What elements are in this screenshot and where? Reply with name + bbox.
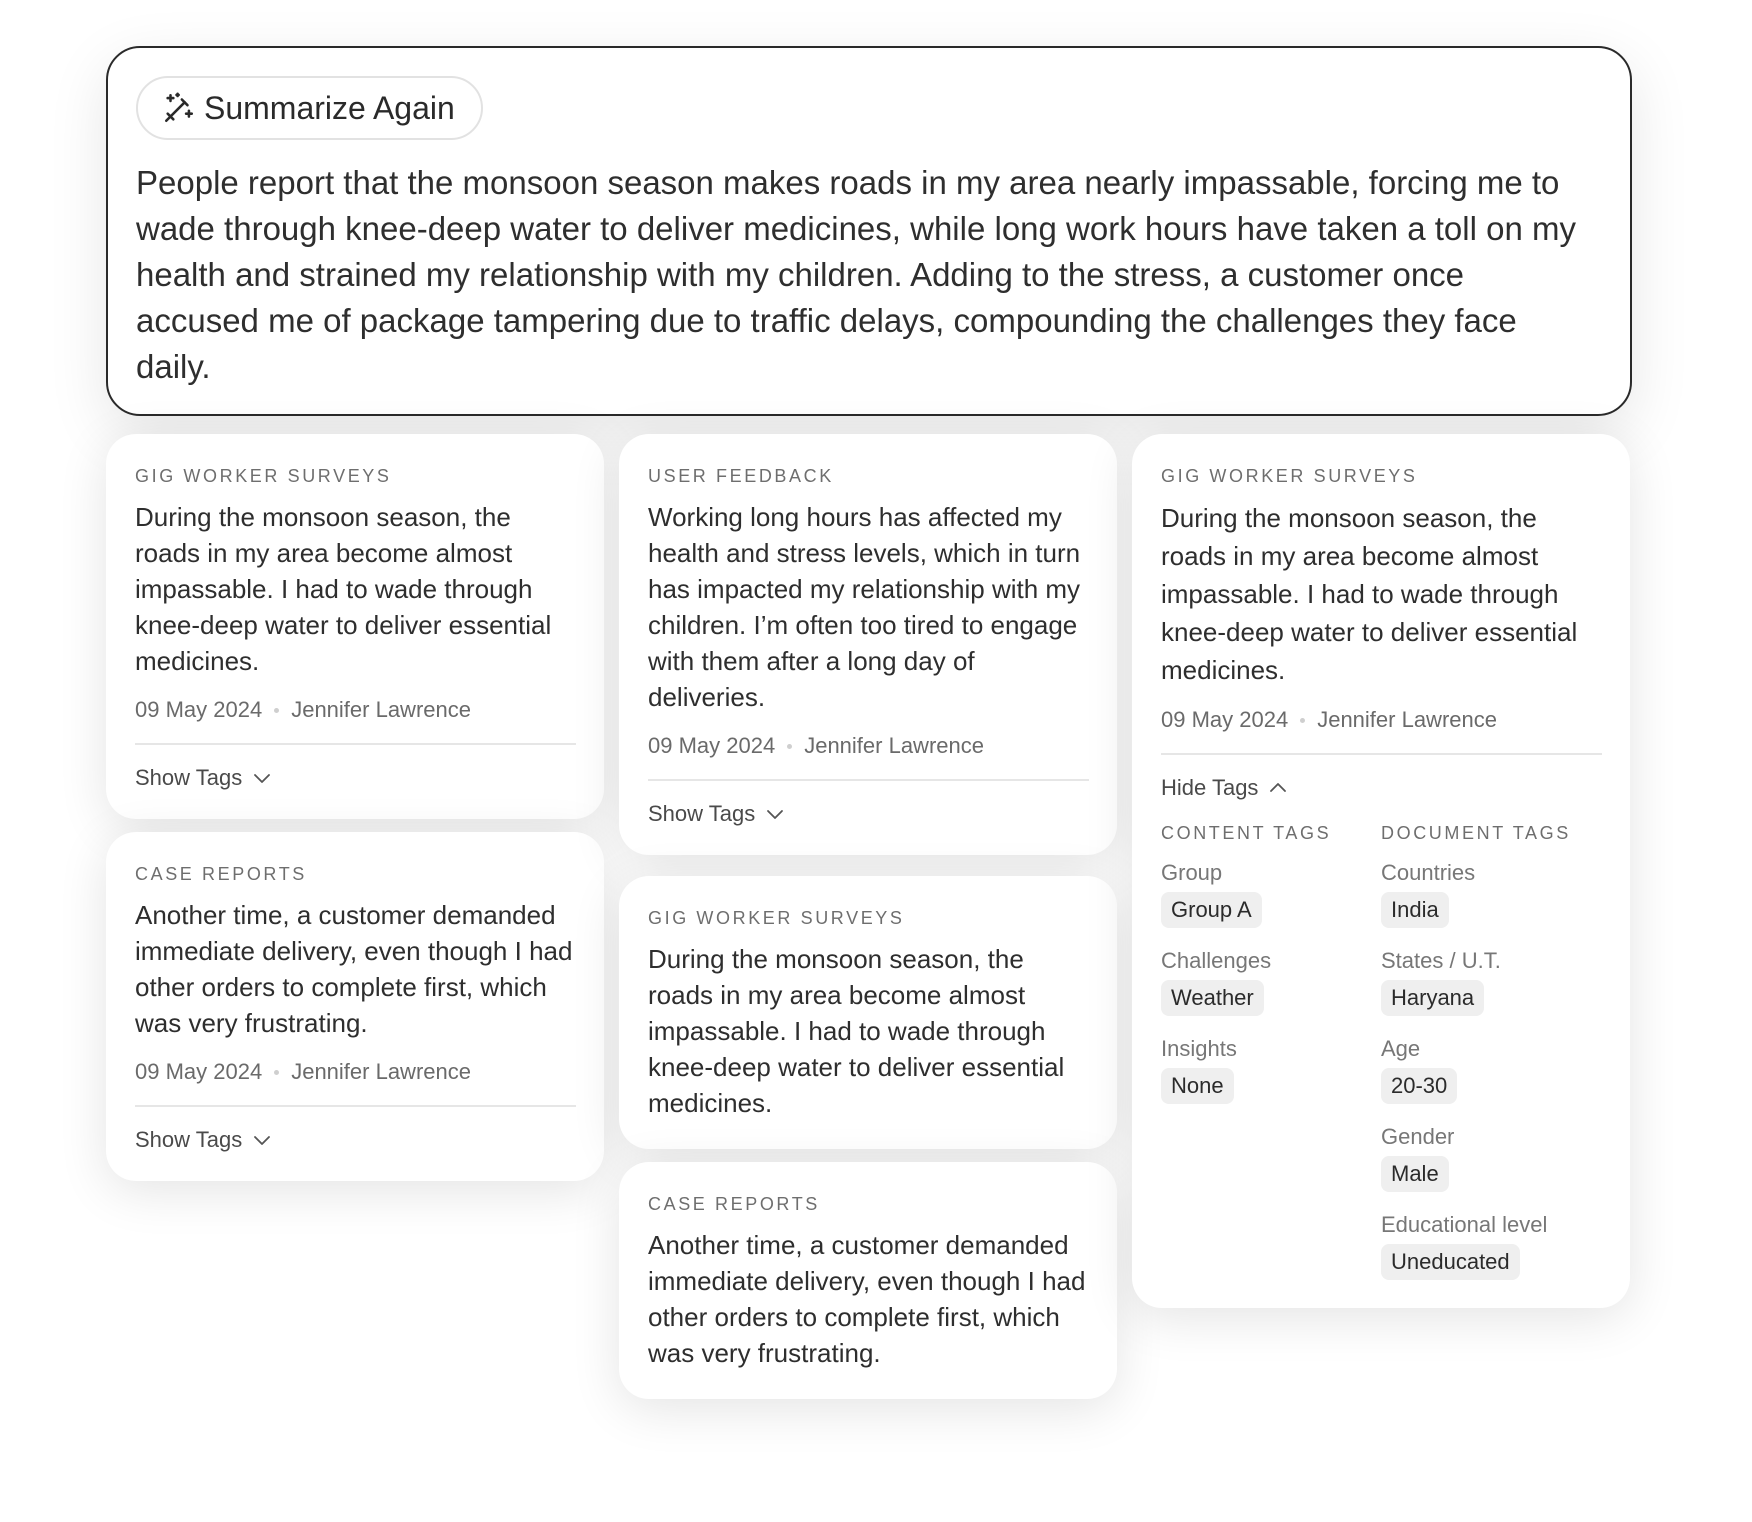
card-category: CASE REPORTS [648, 1194, 820, 1214]
tag-label: Gender [1381, 1124, 1455, 1149]
feedback-card [106, 434, 604, 819]
feedback-card [106, 832, 604, 1181]
card-text: During the monsoon season, the roads in my area become almost impassable. I had to wade through knee-deep water to deliver essential medicines. [135, 502, 552, 676]
tag-group [1161, 948, 1381, 1036]
summary-text: People report that the monsoon season makes roads in my area nearly impassable, forcing me to wade through knee-deep water to deliver medicines, while long work hours have taken a toll on my health and strained my relationship with my children. Adding to the stress, a customer once accused me of package tampering due to traffic delays, compounding the challenges they face daily. [136, 164, 1576, 385]
card-text: During the monsoon season, the roads in my area become almost impassable. I had to wade through knee-deep water to deliver essential medicines. [648, 944, 1065, 1118]
divider [135, 743, 576, 745]
show-tags-toggle[interactable] [135, 1127, 272, 1153]
feedback-card [619, 434, 1117, 855]
toggle-label: Show Tags [135, 765, 243, 790]
tag-group [1381, 860, 1601, 948]
magic-wand-icon [162, 91, 196, 125]
tag-chip[interactable]: Group A [1161, 892, 1262, 928]
feedback-card [619, 876, 1117, 1149]
separator-dot [274, 708, 279, 713]
tag-label: Challenges [1161, 948, 1272, 973]
card-text: During the monsoon season, the roads in my area become almost impassable. I had to wade through knee-deep water to deliver essential medicines. [1161, 503, 1578, 685]
summary-panel [106, 46, 1632, 416]
card-author: Jennifer Lawrence [1317, 707, 1497, 732]
card-category: GIG WORKER SURVEYS [648, 908, 905, 928]
show-tags-toggle[interactable] [135, 765, 272, 791]
card-text: Another time, a customer demanded immediate delivery, even though I had other orders to complete first, which was very frustrating. [135, 900, 573, 1038]
card-category: GIG WORKER SURVEYS [135, 466, 392, 486]
separator-dot [1300, 718, 1305, 723]
feedback-card [619, 1162, 1117, 1399]
separator-dot [787, 744, 792, 749]
card-author: Jennifer Lawrence [291, 1059, 471, 1084]
toggle-label: Hide Tags [1161, 775, 1259, 800]
hide-tags-toggle[interactable] [1161, 775, 1288, 801]
tag-label: Countries [1381, 860, 1476, 885]
divider [648, 779, 1089, 781]
content-tags [1161, 823, 1381, 1280]
tag-label: States / U.T. [1381, 948, 1501, 973]
chevron-down-icon [252, 768, 272, 788]
card-date: 09 May 2024 [1161, 707, 1289, 732]
feedback-card-expanded [1132, 434, 1630, 1308]
card-meta [1161, 707, 1602, 733]
card-category: GIG WORKER SURVEYS [1161, 466, 1418, 486]
document-tags [1381, 823, 1601, 1280]
tag-label: Group [1161, 860, 1223, 885]
tag-group [1381, 1212, 1601, 1280]
toggle-label: Show Tags [135, 1127, 243, 1152]
show-tags-toggle[interactable] [648, 801, 785, 827]
card-category: USER FEEDBACK [648, 466, 834, 486]
summarize-again-button[interactable] [136, 76, 483, 140]
tag-chip[interactable]: 20-30 [1381, 1068, 1457, 1104]
document-tags-heading: DOCUMENT TAGS [1381, 823, 1571, 843]
divider [1161, 753, 1602, 755]
tag-group [1381, 1036, 1601, 1124]
card-date: 09 May 2024 [648, 733, 776, 758]
tag-group [1381, 1124, 1601, 1212]
tag-label: Educational level [1381, 1212, 1548, 1237]
card-meta [648, 733, 1089, 759]
chevron-down-icon [765, 804, 785, 824]
card-meta [135, 1059, 576, 1085]
tag-chip[interactable]: Weather [1161, 980, 1264, 1016]
tag-group [1381, 948, 1601, 1036]
card-text: Another time, a customer demanded immediate delivery, even though I had other orders to complete first, which was very frustrating. [648, 1230, 1086, 1368]
divider [135, 1105, 576, 1107]
card-category: CASE REPORTS [135, 864, 307, 884]
toggle-label: Show Tags [648, 801, 756, 826]
tag-group [1161, 860, 1381, 948]
card-meta [135, 697, 576, 723]
tag-label: Insights [1161, 1036, 1237, 1061]
card-date: 09 May 2024 [135, 697, 263, 722]
chevron-down-icon [252, 1130, 272, 1150]
card-text: Working long hours has affected my health and stress levels, which in turn has impacted my relationship with my children. I’m often too tired to engage with them after a long day of deliveries. [648, 502, 1081, 712]
tag-label: Age [1381, 1036, 1421, 1061]
tag-group [1161, 1036, 1381, 1124]
card-author: Jennifer Lawrence [291, 697, 471, 722]
tag-chip[interactable]: Haryana [1381, 980, 1484, 1016]
summarize-again-label: Summarize Again [204, 89, 455, 126]
card-author: Jennifer Lawrence [804, 733, 984, 758]
card-date: 09 May 2024 [135, 1059, 263, 1084]
tag-chip[interactable]: Uneducated [1381, 1244, 1520, 1280]
tags-section [1161, 823, 1602, 1280]
chevron-up-icon [1268, 778, 1288, 798]
tag-chip[interactable]: None [1161, 1068, 1234, 1104]
content-tags-heading: CONTENT TAGS [1161, 823, 1332, 843]
tag-chip[interactable]: Male [1381, 1156, 1449, 1192]
separator-dot [274, 1070, 279, 1075]
tag-chip[interactable]: India [1381, 892, 1449, 928]
